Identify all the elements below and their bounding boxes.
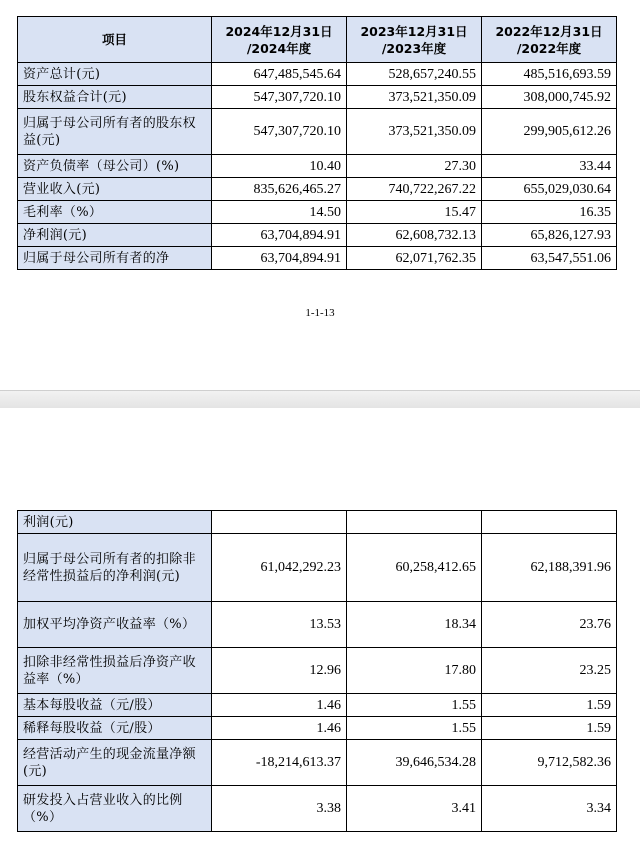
cell-2022: 16.35 — [482, 201, 617, 224]
cell-2023: 27.30 — [347, 155, 482, 178]
table-row — [18, 224, 617, 247]
row-label: 加权平均净资产收益率（%） — [18, 602, 212, 648]
cell-2023: 528,657,240.55 — [347, 63, 482, 86]
cell-2022: 485,516,693.59 — [482, 63, 617, 86]
cell-2024: 1.46 — [212, 694, 347, 717]
cell-2023: 373,521,350.09 — [347, 109, 482, 155]
cell-2022: 62,188,391.96 — [482, 534, 617, 602]
table-row — [18, 178, 617, 201]
table-row — [18, 109, 617, 155]
cell-2022: 23.25 — [482, 648, 617, 694]
cell-2023 — [347, 511, 482, 534]
financial-table-part2 — [17, 510, 617, 832]
financial-table-part1 — [17, 16, 617, 270]
header-2024: 2024年12月31日 /2024年度 — [212, 17, 347, 63]
cell-2023: 15.47 — [347, 201, 482, 224]
table-header-row — [18, 17, 617, 63]
cell-2023: 3.41 — [347, 786, 482, 832]
row-label: 资产总计(元) — [18, 63, 212, 86]
cell-2023: 740,722,267.22 — [347, 178, 482, 201]
table-row — [18, 247, 617, 270]
cell-2024: 547,307,720.10 — [212, 109, 347, 155]
cell-2022: 308,000,745.92 — [482, 86, 617, 109]
cell-2023: 1.55 — [347, 717, 482, 740]
row-label: 稀释每股收益（元/股） — [18, 717, 212, 740]
table-row — [18, 63, 617, 86]
cell-2024: 12.96 — [212, 648, 347, 694]
cell-2022: 1.59 — [482, 717, 617, 740]
row-label: 毛利率（%） — [18, 201, 212, 224]
row-label: 营业收入(元) — [18, 178, 212, 201]
cell-2024: 63,704,894.91 — [212, 224, 347, 247]
header-item: 项目 — [18, 17, 212, 63]
row-label: 利润(元) — [18, 511, 212, 534]
cell-2023: 1.55 — [347, 694, 482, 717]
cell-2022: 655,029,030.64 — [482, 178, 617, 201]
table-row — [18, 602, 617, 648]
cell-2024: 647,485,545.64 — [212, 63, 347, 86]
row-label: 研发投入占营业收入的比例（%） — [18, 786, 212, 832]
cell-2024: 14.50 — [212, 201, 347, 224]
cell-2022: 1.59 — [482, 694, 617, 717]
header-2022: 2022年12月31日 /2022年度 — [482, 17, 617, 63]
cell-2024: 10.40 — [212, 155, 347, 178]
row-label: 净利润(元) — [18, 224, 212, 247]
row-label: 扣除非经常性损益后净资产收益率（%） — [18, 648, 212, 694]
table-row — [18, 201, 617, 224]
page-break — [0, 390, 640, 410]
table-row — [18, 786, 617, 832]
cell-2022: 63,547,551.06 — [482, 247, 617, 270]
table-row — [18, 155, 617, 178]
cell-2024: 835,626,465.27 — [212, 178, 347, 201]
cell-2023: 62,608,732.13 — [347, 224, 482, 247]
cell-2022: 3.34 — [482, 786, 617, 832]
table-row — [18, 511, 617, 534]
cell-2022: 9,712,582.36 — [482, 740, 617, 786]
row-label: 股东权益合计(元) — [18, 86, 212, 109]
cell-2024: -18,214,613.37 — [212, 740, 347, 786]
table-row — [18, 534, 617, 602]
cell-2024: 61,042,292.23 — [212, 534, 347, 602]
table-row — [18, 740, 617, 786]
cell-2024: 1.46 — [212, 717, 347, 740]
cell-2024: 63,704,894.91 — [212, 247, 347, 270]
page-number: 1-1-13 — [305, 307, 335, 319]
table-row — [18, 694, 617, 717]
row-label: 归属于母公司所有者的股东权益(元) — [18, 109, 212, 155]
cell-2024: 3.38 — [212, 786, 347, 832]
cell-2022: 23.76 — [482, 602, 617, 648]
cell-2023: 39,646,534.28 — [347, 740, 482, 786]
table-row — [18, 648, 617, 694]
cell-2023: 60,258,412.65 — [347, 534, 482, 602]
cell-2022 — [482, 511, 617, 534]
header-2023: 2023年12月31日 /2023年度 — [347, 17, 482, 63]
cell-2024 — [212, 511, 347, 534]
cell-2022: 33.44 — [482, 155, 617, 178]
cell-2024: 547,307,720.10 — [212, 86, 347, 109]
table-row — [18, 86, 617, 109]
row-label: 归属于母公司所有者的扣除非经常性损益后的净利润(元) — [18, 534, 212, 602]
cell-2022: 299,905,612.26 — [482, 109, 617, 155]
row-label: 经营活动产生的现金流量净额(元) — [18, 740, 212, 786]
cell-2023: 17.80 — [347, 648, 482, 694]
row-label: 归属于母公司所有者的净 — [18, 247, 212, 270]
cell-2022: 65,826,127.93 — [482, 224, 617, 247]
cell-2023: 373,521,350.09 — [347, 86, 482, 109]
row-label: 基本每股收益（元/股） — [18, 694, 212, 717]
cell-2024: 13.53 — [212, 602, 347, 648]
cell-2023: 18.34 — [347, 602, 482, 648]
cell-2023: 62,071,762.35 — [347, 247, 482, 270]
row-label: 资产负债率（母公司）(%) — [18, 155, 212, 178]
table-row — [18, 717, 617, 740]
